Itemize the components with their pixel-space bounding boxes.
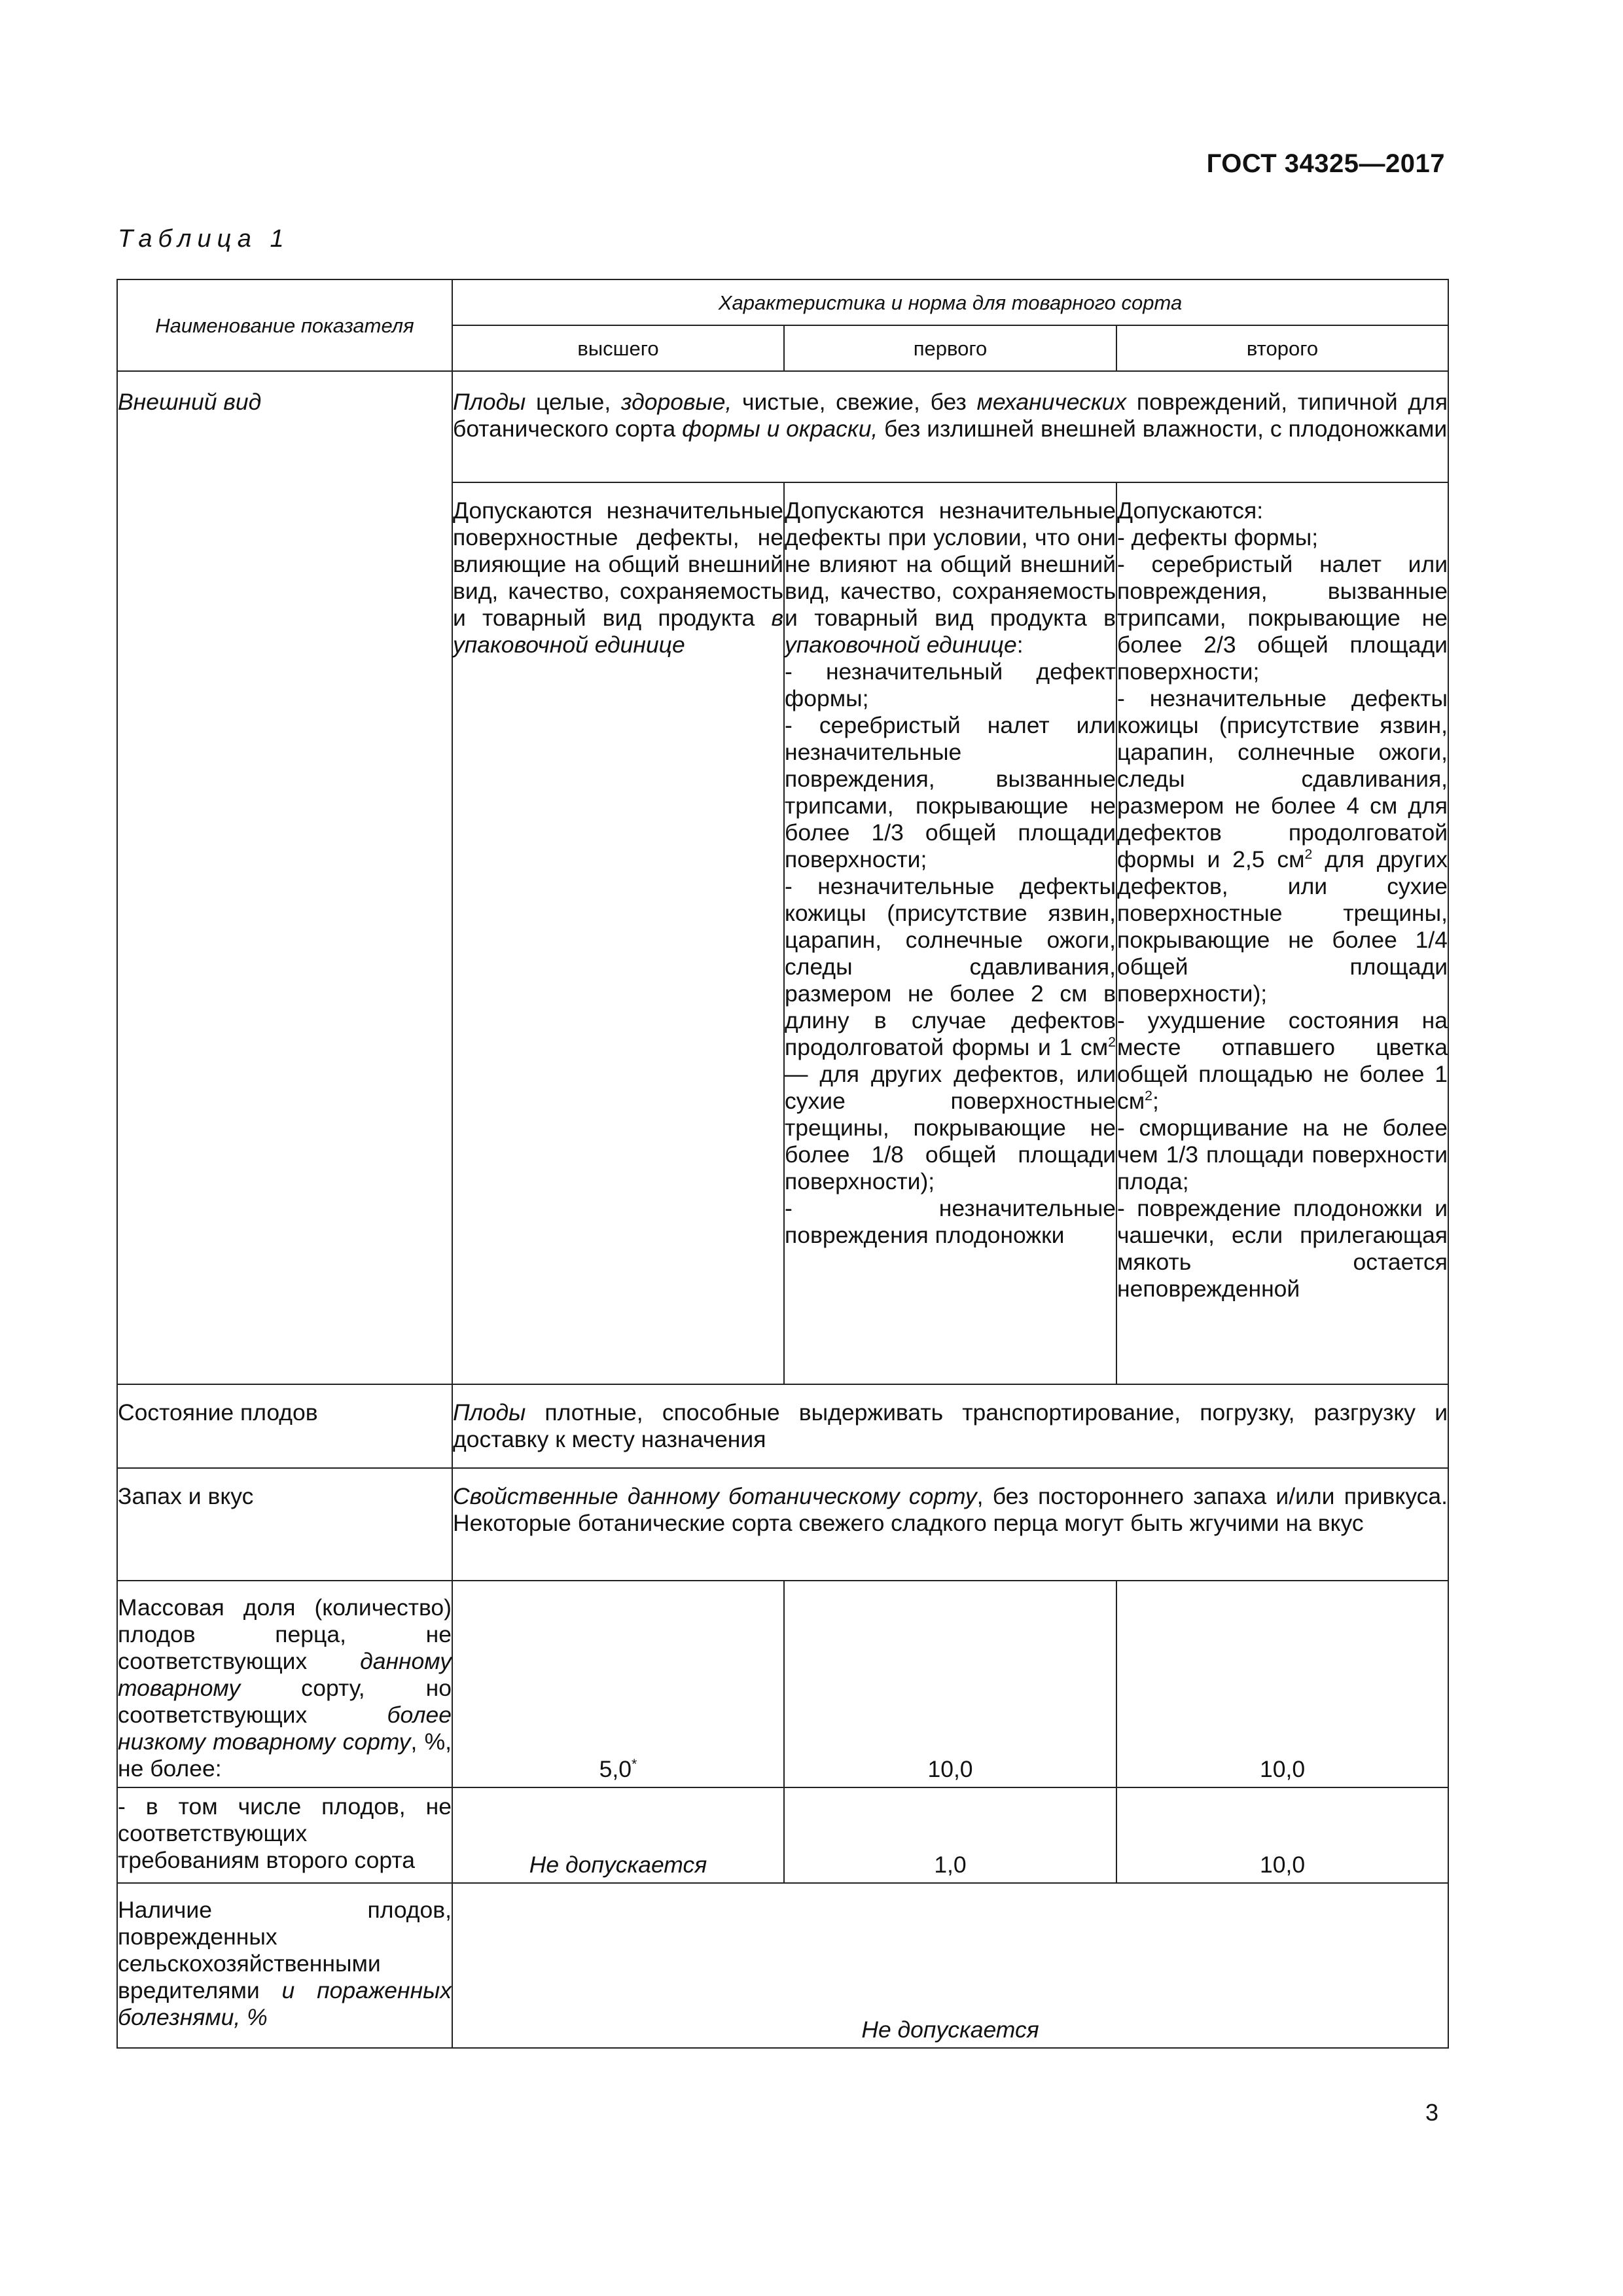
incl-second-first: 1,0: [784, 1787, 1116, 1883]
appearance-common-text: Плоды целые, здоровые, чистые, свежие, без механических повреждений, типичной для ботанического сорта формы и окраски, без излишней внешней влажности, с плодоножками: [452, 371, 1448, 482]
header-grade-characteristic: Характеристика и норма для товарного сорта: [452, 279, 1448, 325]
page-number: 3: [1425, 2099, 1438, 2126]
second-grade-item: - незначительные дефекты кожицы (присутствие язвин, царапин, солнечные ожоги, следы сдавливания, размером не более 4 см для дефектов продолговатой формы и 2,5 $см^2$ для других дефектов, или сухие поверхностные трещины, покрывающие не более 1/4 общей площади поверхности);: [1117, 685, 1448, 1007]
header-indicator-name: Наименование показателя: [117, 279, 452, 371]
row-label-condition: Состояние плодов: [117, 1384, 452, 1468]
header-grade-highest: высшего: [452, 325, 784, 371]
row-label-pests: Наличие плодов, поврежденных сельскохозяйственными вредителями и пораженных болезнями, %: [117, 1883, 452, 2048]
appearance-second-grade: Допускаются: - дефекты формы; - серебристый налет или повреждения, вызванные трипсами, покрывающие не более 2/3 общей площади поверхности; - незначительные дефекты кожицы (присутствие язвин, царапин, солнечные ожоги, следы сдавливания, размером не более 4 см для дефектов продолговатой формы и 2,5 $см^2$ для других дефектов, или сухие поверхностные трещины, покрывающие не более 1/4 общей площади поверхности); - ухудшение состояния на месте отпавшего цветка общей площадью не более 1 $см^2$; - сморщивание на не более чем 1/3 площади поверхности плода; - повреждение плодоножки и чашечки, если прилегающая мякоть остается неповрежденной: [1116, 482, 1448, 1384]
row-label-incl-second-grade: - в том числе плодов, не соответствующих требованиям второго сорта: [117, 1787, 452, 1883]
table-caption: Таблица 1: [118, 225, 290, 253]
header-grade-second: второго: [1116, 325, 1448, 371]
pests-value: Не допускается: [452, 1883, 1448, 2048]
second-grade-item: - ухудшение состояния на месте отпавшего цветка общей площадью не более 1 $см^2$;: [1117, 1007, 1448, 1114]
mass-fraction-first: 10,0: [784, 1581, 1116, 1787]
requirements-table: [116, 279, 1449, 2049]
header-grade-first: первого: [784, 325, 1116, 371]
second-grade-item: - повреждение плодоножки и чашечки, если прилегающая мякоть остается неповрежденной: [1117, 1195, 1448, 1302]
appearance-highest-grade: Допускаются незначительные поверхностные дефекты, не влияющие на общий внешний вид, качество, сохраняемость и товарный вид продукта в упаковочной единице: [452, 482, 784, 1384]
incl-second-second: 10,0: [1116, 1787, 1448, 1883]
row-label-appearance: Внешний вид: [117, 371, 452, 1384]
second-grade-item: - дефекты формы;: [1117, 524, 1319, 550]
smell-taste-text: Свойственные данному ботаническому сорту, без постороннего запаха и/или привкуса. Некоторые ботанические сорта свежего сладкого перца могут быть жгучими на вкус: [452, 1468, 1448, 1581]
row-label-smell-taste: Запах и вкус: [117, 1468, 452, 1581]
second-grade-item: - сморщивание на не более чем 1/3 площади поверхности плода;: [1117, 1115, 1448, 1194]
document-header: ГОСТ 34325—2017: [1206, 149, 1445, 178]
condition-text: Плоды плотные, способные выдерживать транспортирование, погрузку, разгрузку и доставку к месту назначения: [452, 1384, 1448, 1468]
first-grade-item: - серебристый налет или незначительные повреждения, вызванные трипсами, покрывающие не более 1/3 общей площади поверхности;: [785, 712, 1116, 872]
first-grade-item: - незначительные повреждения плодоножки: [785, 1195, 1116, 1248]
appearance-first-grade: Допускаются незначительные дефекты при условии, что они не влияют на общий внешний вид, качество, сохраняемость и товарный вид продукта в упаковочной единице: - незначительный дефект формы; - серебристый налет или незначительные повреждения, вызванные трипсами, покрывающие не более 1/3 общей площади поверхности; - незначительные дефекты кожицы (присутствие язвин, царапин, солнечные ожоги, следы сдавливания, размером не более 2 см в длину в случае дефектов продолговатой формы и 1 $см^2$ — для других дефектов, или сухие поверхностные трещины, покрывающие не более 1/8 общей площади поверхности); - незначительные повреждения плодоножки: [784, 482, 1116, 1384]
first-grade-item: - незначительный дефект формы;: [785, 658, 1116, 711]
incl-second-highest: Не допускается: [452, 1787, 784, 1883]
second-grade-item: - серебристый налет или повреждения, вызванные трипсами, покрывающие не более 2/3 общей площади поверхности;: [1117, 551, 1448, 685]
mass-fraction-second: 10,0: [1116, 1581, 1448, 1787]
row-label-mass-fraction: Массовая доля (количество) плодов перца, не соответствующих данному товарному сорту, но соответствующих более низкому товарному сорту, %, не более:: [117, 1581, 452, 1787]
first-grade-item: - незначительные дефекты кожицы (присутствие язвин, царапин, солнечные ожоги, следы сдавливания, размером не более 2 см в длину в случае дефектов продолговатой формы и 1 $см^2$ — для других дефектов, или сухие поверхностные трещины, покрывающие не более 1/8 общей площади поверхности);: [785, 873, 1116, 1194]
mass-fraction-highest: 5,0*: [452, 1581, 784, 1787]
